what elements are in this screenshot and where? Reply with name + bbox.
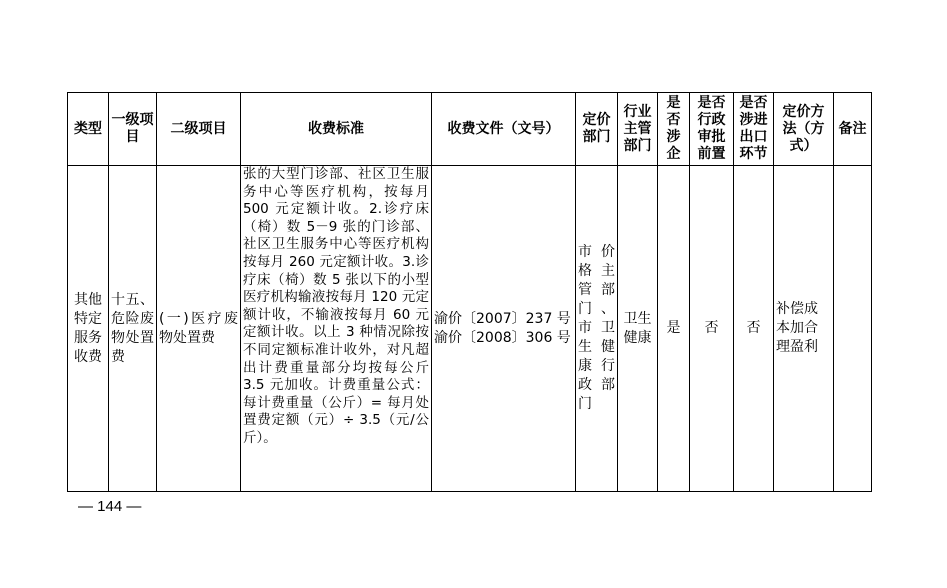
header-pricing-dept: 定价部门 — [576, 93, 618, 166]
cell-remark — [834, 166, 872, 492]
document-line-1: 渝价〔2007〕237 号 — [434, 310, 571, 327]
header-admin-approval: 是否行政审批前置 — [690, 93, 734, 166]
header-level2: 二级项目 — [157, 93, 241, 166]
table-header-row — [68, 93, 872, 166]
fee-table — [67, 92, 872, 492]
header-industry-dept: 行业主管部门 — [618, 93, 658, 166]
cell-enterprise: 是 — [658, 166, 690, 492]
header-level1: 一级项目 — [109, 93, 157, 166]
header-enterprise: 是否涉企 — [658, 93, 690, 166]
header-standard: 收费标准 — [241, 93, 432, 166]
cell-document — [432, 166, 576, 492]
document-line-2: 渝价〔2008〕306 号 — [434, 329, 571, 346]
table-row — [68, 166, 872, 492]
cell-level2: (一)医疗废物处置费 — [157, 166, 241, 492]
page-number: — 144 — — [78, 498, 142, 515]
cell-industry-dept: 卫生健康 — [618, 166, 658, 492]
cell-pricing-method: 补偿成本加合理盈利 — [774, 166, 834, 492]
cell-type: 其他特定服务收费 — [68, 166, 109, 492]
cell-standard: 张的大型门诊部、社区卫生服务中心等医疗机构，按每月 500 元定额计收。2.诊疗床（椅）数 5－9 张的门诊部、社区卫生服务中心等医疗机构按每月 260 元定额计收。3.诊疗床（椅）数 5 张以下的小型医疗机构输液按每月 120 元定额计收，不输液按每月 60 元定额计收。以上 3 种情况除按不同定额标准计收外，对凡超出计费重量部分均按每公斤 3.5 元加收。计费重量公式：每计费重量（公斤）= 每月处置费定额（元）÷ 3.5（元/公斤）。 — [241, 166, 432, 492]
header-document: 收费文件（文号） — [432, 93, 576, 166]
header-import-export: 是否涉进出口环节 — [734, 93, 774, 166]
cell-admin-approval: 否 — [690, 166, 734, 492]
header-remark: 备注 — [834, 93, 872, 166]
cell-level1: 十五、危险废物处置费 — [109, 166, 157, 492]
cell-pricing-dept: 市价格主管部门、市卫生健康行政部门 — [576, 166, 618, 492]
header-pricing-method: 定价方法（方式） — [774, 93, 834, 166]
header-type: 类型 — [68, 93, 109, 166]
cell-import-export: 否 — [734, 166, 774, 492]
